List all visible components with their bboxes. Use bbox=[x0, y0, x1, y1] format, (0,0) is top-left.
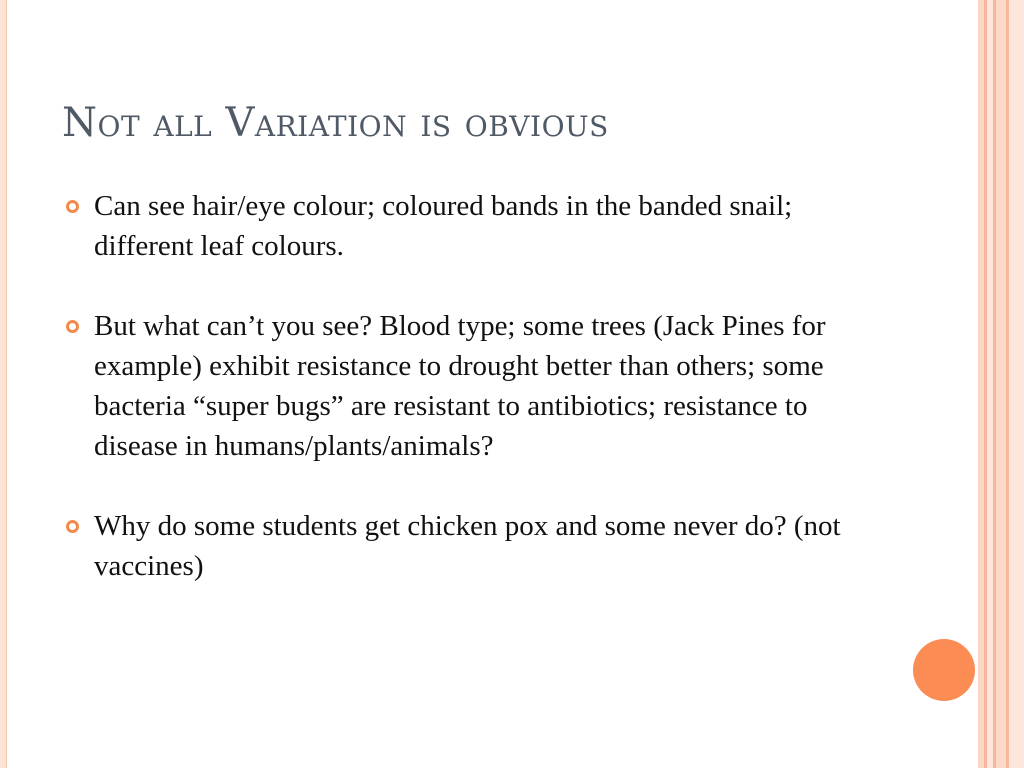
bullet-text: But what can’t you see? Blood type; some trees (Jack Pines for example) exhibit resistance to drought better than others; some bacteria “super bugs” are resistant to antibiotics; resistance to disease in humans/plants/animals? bbox=[94, 310, 826, 462]
orange-circle-decoration bbox=[913, 639, 975, 701]
bullet-text: Why do some students get chicken pox and some never do? (not vaccines) bbox=[94, 510, 841, 582]
bullet-item bbox=[62, 186, 862, 266]
left-border-decoration bbox=[0, 0, 7, 768]
bullet-item bbox=[62, 506, 862, 586]
bullet-list bbox=[62, 186, 862, 586]
bullet-circle-icon bbox=[66, 200, 79, 213]
bullet-item bbox=[62, 306, 862, 466]
bullet-text: Can see hair/eye colour; coloured bands in the banded snail; different leaf colours. bbox=[94, 190, 793, 262]
slide-title: Not all Variation is obvious bbox=[62, 100, 609, 146]
right-stripe-decoration bbox=[996, 0, 1006, 768]
right-stripe-decoration bbox=[1009, 0, 1024, 768]
bullet-circle-icon bbox=[66, 520, 79, 533]
bullet-circle-icon bbox=[66, 320, 79, 333]
